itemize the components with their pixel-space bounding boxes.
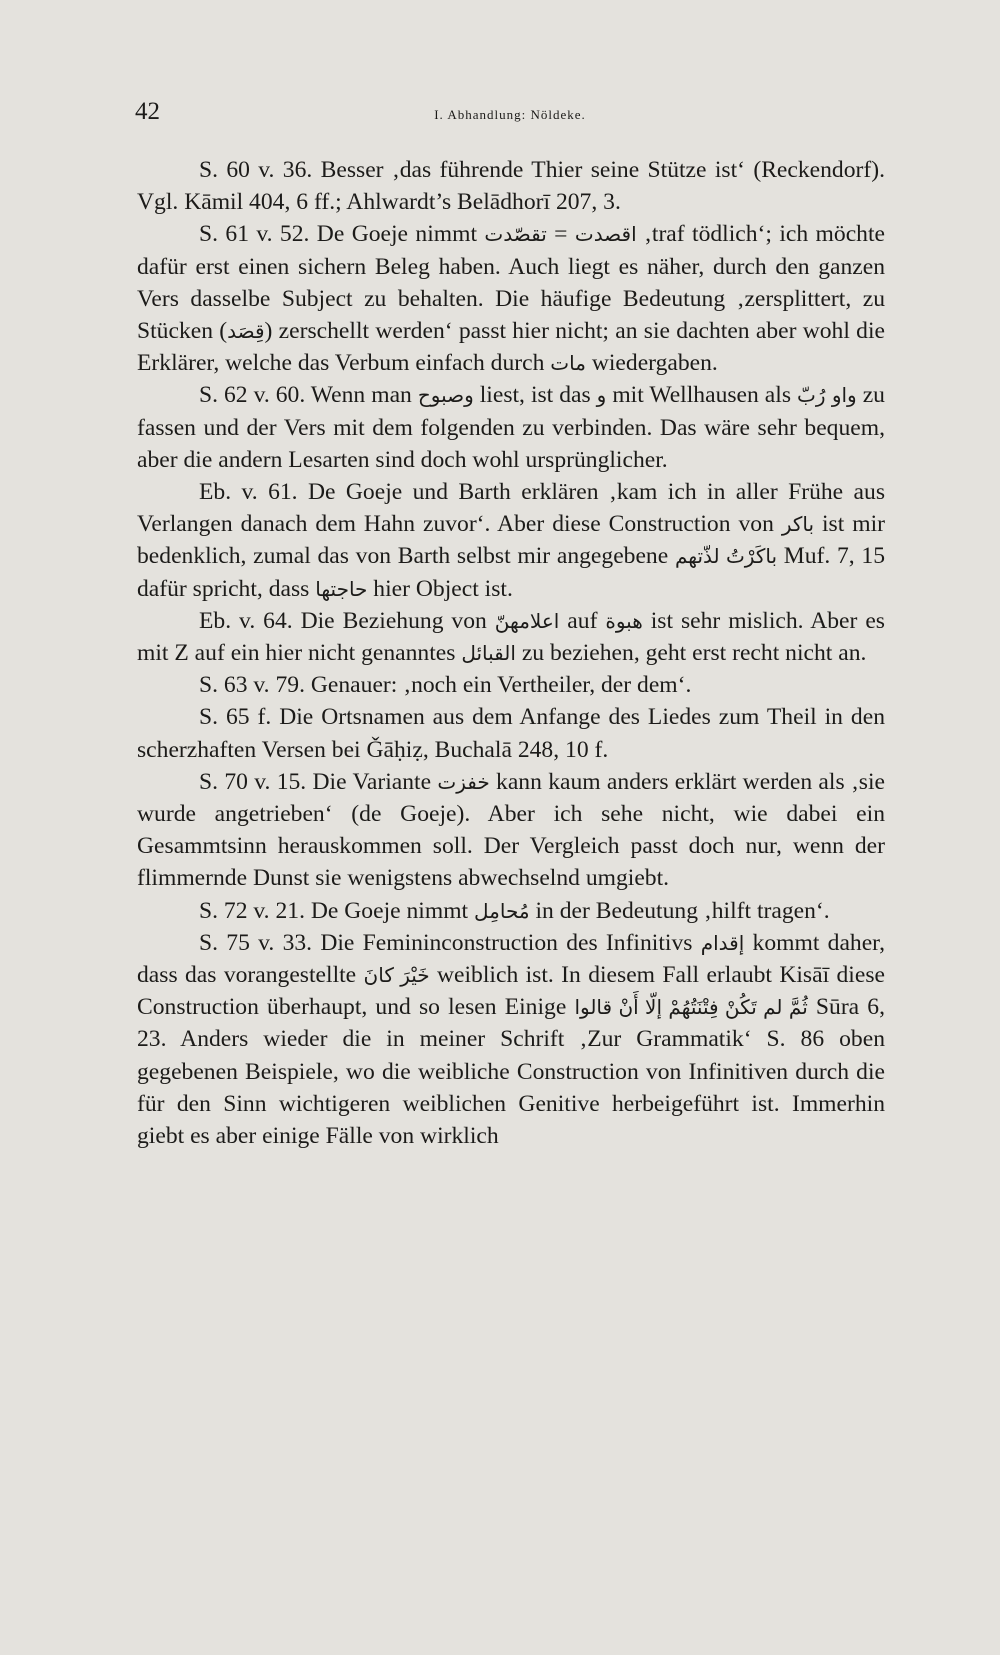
page-body xyxy=(137,154,885,1152)
arabic-term: تقصّدت xyxy=(484,222,547,247)
arabic-term: باكَرْتُ لذّتهم xyxy=(674,544,778,569)
paragraph-text: ist mir bedenklich, zumal das von Barth selbst mir angegebene xyxy=(137,511,885,570)
paragraph-text: ) zerschellt werden‘ passt hier nicht; an sie dachten aber wohl die Erklärer, welche das Verbum einfach durch xyxy=(137,318,885,377)
paragraph-text: ist sehr mislich. Aber es mit Z auf ein hier nicht genanntes xyxy=(137,607,885,667)
arabic-term: مُحامِل xyxy=(474,898,530,923)
arabic-term: القبائل xyxy=(461,641,516,666)
paragraph-text: liest, ist das xyxy=(473,382,597,409)
arabic-term: ثُمَّ لم تَكُنْ فِتْنَتُهُمْ إلّا أَنْ قالوا xyxy=(574,995,808,1020)
paragraph-text: weiblich ist. In diesem Fall erlaubt Kisāī diese Construction überhaupt, und so lesen Einige xyxy=(137,962,885,1021)
paragraph xyxy=(137,766,885,895)
paragraph xyxy=(137,605,885,669)
paragraph-text: zu fassen und der Vers mit dem folgenden zu verbinden. Das wäre sehr bequem, aber die andern Lesarten sind doch wohl ursprünglicher. xyxy=(137,382,885,473)
arabic-term: اقصدت xyxy=(574,222,637,247)
paragraph xyxy=(137,476,885,605)
paragraph xyxy=(137,379,885,476)
paragraph xyxy=(137,895,885,927)
paragraph-text: auf xyxy=(559,607,606,634)
paragraph-text: hier Object ist. xyxy=(367,575,513,602)
arabic-term: و xyxy=(596,383,607,408)
arabic-term: اعلامهنّ xyxy=(494,608,560,633)
arabic-term: واو رُبّ xyxy=(797,383,857,408)
paragraph-text: S. 60 v. 36. Besser ‚das führende Thier seine Stütze ist‘ (Reckendorf). Vgl. Kāmil 404, 6 ff.; Ahlwardt’s Belādhorī 207, 3. xyxy=(137,157,885,216)
paragraph-text: Sūra 6, 23. Anders wieder die in meiner Schrift ‚Zur Grammatik‘ S. 86 oben gegebenen Beispiele, wo die weibliche Construction von Infinitiven durch die für den Sinn wichtigeren weiblichen Genitive herbeigeführt ist. Immerhin giebt es aber einige Fälle von wirklich xyxy=(137,994,885,1150)
paragraph-text: ‚traf tödlich‘; ich möchte dafür erst einen sichern Beleg haben. Auch liegt es näher, durch den ganzen Vers dasselbe Subject zu behalten. Die häufige Bedeutung ‚zersplittert, zu Stücken ( xyxy=(137,221,885,345)
paragraph-text: kommt daher, dass das vorangestellte xyxy=(137,929,885,989)
paragraph-text: S. 70 v. 15. Die Variante xyxy=(199,768,438,795)
arabic-term: خَيْرَ كانَ xyxy=(363,963,430,988)
arabic-term: خفزت xyxy=(437,769,490,794)
arabic-term: وصبوح xyxy=(417,383,474,408)
paragraph-text: Muf. 7, 15 dafür spricht, dass xyxy=(137,543,886,602)
page-header xyxy=(135,98,885,134)
paragraph xyxy=(137,154,885,218)
paragraph-text: mit Wellhausen als xyxy=(606,382,797,409)
paragraph-text: in der Bedeutung ‚hilft tragen‘. xyxy=(529,897,830,924)
arabic-term: إقدام xyxy=(700,930,745,955)
page-number: 42 xyxy=(135,98,160,125)
arabic-term: باكر xyxy=(781,512,815,537)
paragraph xyxy=(137,669,885,701)
paragraph xyxy=(137,218,885,379)
paragraph-text: zu beziehen, geht erst recht nicht an. xyxy=(515,640,867,667)
paragraph-text: Eb. v. 64. Die Beziehung von xyxy=(199,607,495,634)
paragraph-text: kann kaum anders erklärt werden als ‚sie wurde angetrieben‘ (de Goeje). Aber ich sehe nicht, wie dabei ein Gesammtsinn herauskommen soll. Der Vergleich passt doch nur, wenn der flimmernde Dunst sie wenigstens abwechselnd umgiebt. xyxy=(137,768,886,892)
paragraph-text: S. 62 v. 60. Wenn man xyxy=(199,382,418,409)
paragraph-text: = xyxy=(546,221,575,248)
running-head: I. Abhandlung: Nöldeke. xyxy=(434,107,586,122)
paragraph-text: S. 63 v. 79. Genauer: ‚noch ein Vertheiler, der dem‘. xyxy=(199,672,692,699)
paragraph xyxy=(137,701,885,765)
paragraph-text: S. 75 v. 33. Die Femininconstruction des Infinitivs xyxy=(199,929,701,956)
paragraph-text: S. 61 v. 52. De Goeje nimmt xyxy=(199,221,485,248)
paragraph-text: Eb. v. 61. De Goeje und Barth erklären ‚kam ich in aller Frühe aus Verlangen danach dem Hahn zuvor‘. Aber diese Construction von xyxy=(137,479,885,538)
arabic-term: حاجتها xyxy=(315,576,368,601)
arabic-term: قِصَد xyxy=(227,319,265,344)
paragraph-text: S. 72 v. 21. De Goeje nimmt xyxy=(199,897,475,924)
arabic-term: هبوة xyxy=(605,608,643,633)
paragraph-text: S. 65 f. Die Ortsnamen aus dem Anfange des Liedes zum Theil in den scherzhaften Versen bei Ǧāḥiẓ, Buchalā 248, 10 f. xyxy=(137,704,885,763)
paragraph xyxy=(137,927,885,1152)
paragraph-text: wiedergaben. xyxy=(585,350,718,377)
arabic-term: مات xyxy=(550,351,586,376)
